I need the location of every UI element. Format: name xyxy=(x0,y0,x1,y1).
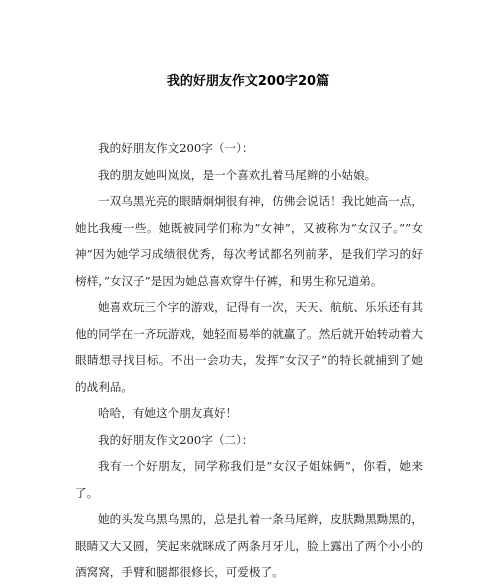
document-body xyxy=(75,135,423,586)
document-title: 我的好朋友作文200字20篇 xyxy=(166,74,330,89)
paragraph: 她的头发乌黑乌黑的，总是扎着一条马尾辫，皮肤黝黑黝黑的，眼睛又大又圆，笑起来就眯成了两条月牙儿，脸上露出了两个小小的酒窝窝，手臂和腿都很修长，可爱极了。 xyxy=(75,512,423,579)
paragraph: 一双乌黑光亮的眼睛炯炯很有神，仿佛会说话！我比她高一点，她比我瘦一些。她既被同学们称为”女神”，又被称为“女汉子。””女神”因为她学习成绩很优秀，每次考试都名列前茅，是我们学习的好榜样，”女汉子”是因为她总喜欢穿牛仔裤，和男生称兄道弟。 xyxy=(75,194,423,288)
paragraph: 哈哈，有她这个朋友真好！ xyxy=(98,406,238,420)
paragraph: 她喜欢玩三个字的游戏，记得有一次，天天、航航、乐乐还有其他的同学在一齐玩游戏，她轻而易举的就赢了。然后就开始转动着大眼睛想寻找目标。不出一会功夫，发挥”女汉子”的特长就捕到了她的战利品。 xyxy=(75,300,423,394)
paragraph: 我有一个好朋友，同学称我们是“女汉子姐妹俩”，你看，她来了。 xyxy=(75,459,423,500)
paragraph: 我的朋友她叫岚岚，是一个喜欢扎着马尾辫的小姑娘。 xyxy=(98,167,377,182)
paragraph-section-heading-2: 我的好朋友作文200字（二）： xyxy=(98,432,254,447)
paragraph-section-heading-1: 我的好朋友作文200字（一）： xyxy=(98,141,254,155)
